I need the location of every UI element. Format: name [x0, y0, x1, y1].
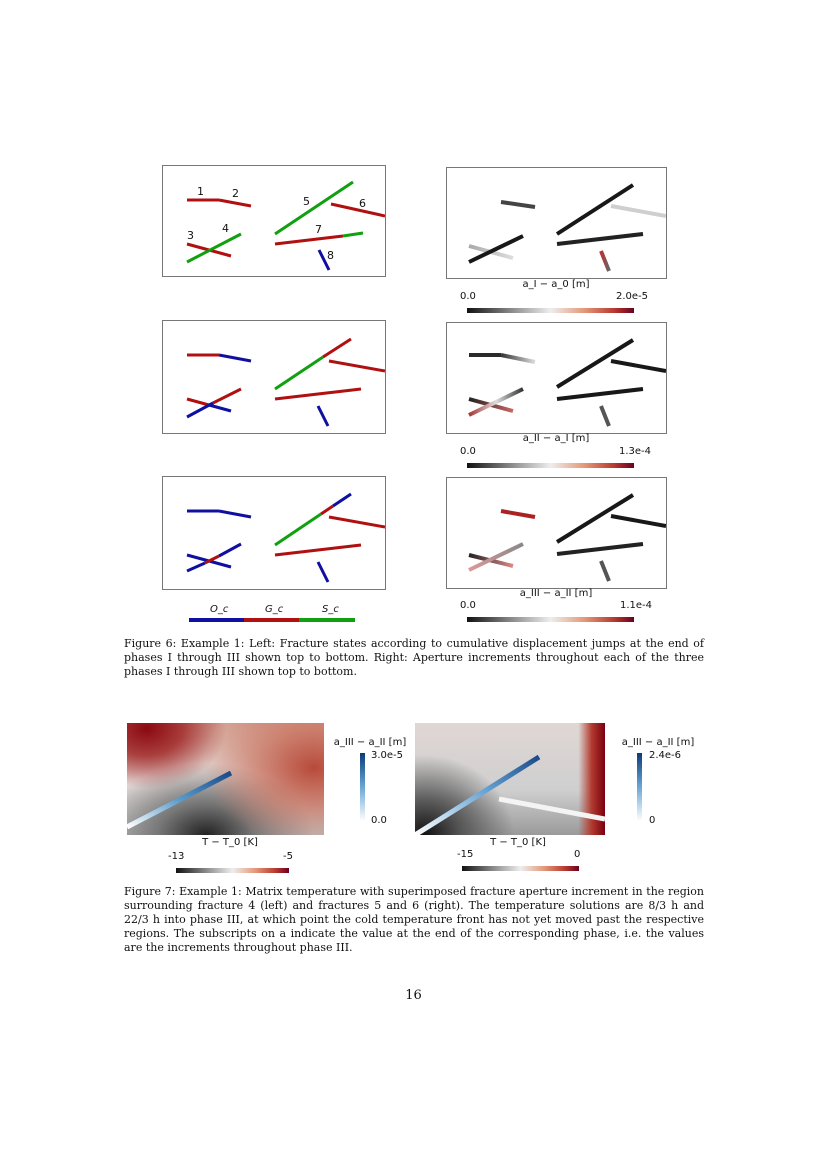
fig7-left-aperture-title: a_III − a_II [m] [333, 737, 407, 748]
fracture-label-2: 2 [232, 187, 239, 200]
fracture-4-aperture [127, 773, 231, 827]
fig7-left-temp-max: -5 [283, 851, 293, 862]
legend-bar-glide [244, 618, 299, 622]
fracture-2 [219, 355, 251, 361]
fracture-7 [275, 389, 361, 399]
fracture-label-1: 1 [197, 185, 204, 198]
fig7-left-aperture-colorbar [360, 753, 365, 821]
colorbar-title-phase1: a_I − a_0 [m] [522, 279, 590, 290]
fracture-4a [187, 403, 213, 417]
fig7-right-temperature-map [415, 723, 605, 835]
figure7-caption: Figure 7: Example 1: Matrix temperature with superimposed fracture aperture increment in the region surrounding fracture 4 (left) and fractures 5 and 6 (right). The temperature solutions are 8/3 h and 22/3 h into phase III, at which point the cold temperature front has not yet moved past the respective regions. The subscripts on a indicate the value at the end of the corresponding phase, i.e. the values are the increments throughout phase III. [124, 885, 704, 954]
colorbar-min-phase2: 0.0 [460, 446, 476, 457]
ap-fracture-6 [611, 206, 666, 216]
fig7-left-temperature-map [127, 723, 324, 835]
ap-fracture-7 [557, 234, 643, 244]
aperture-increments-phase3 [447, 478, 666, 588]
fracture-7b [343, 233, 363, 236]
fracture-states-phase2 [163, 321, 385, 433]
fig6-aperture-panel-phase2 [446, 322, 667, 434]
colorbar-phase1 [467, 308, 634, 313]
fracture-7a [275, 236, 343, 244]
fig6-aperture-panel-phase1 [446, 167, 667, 279]
legend-bar-open [189, 618, 244, 622]
fig7-right-aperture-colorbar [637, 753, 642, 821]
fracture-8 [318, 406, 328, 426]
colorbar-title-phase3: a_III − a_II [m] [519, 588, 593, 599]
colorbar-title-phase2: a_II − a_I [m] [522, 433, 590, 444]
fracture-label-4: 4 [222, 222, 229, 235]
fig6-state-panel-phase3 [162, 476, 386, 590]
fig7-right-temp-max: 0 [574, 849, 581, 860]
colorbar-phase3 [467, 617, 634, 622]
fig7-left-temp-colorbar [176, 868, 289, 873]
ap-fracture-2 [501, 202, 535, 207]
page-number: 16 [405, 988, 422, 1003]
fig7-left-aperture-max: 3.0e-5 [371, 750, 404, 761]
legend-bar-stick [299, 618, 355, 622]
fracture-4 [187, 234, 241, 262]
colorbar-min-phase3: 0.0 [460, 600, 476, 611]
fracture-label-6: 6 [359, 197, 366, 210]
fracture-6 [329, 361, 385, 371]
fig7-right-aperture-min: 0 [649, 815, 656, 826]
legend-label-stick: S_c [322, 604, 339, 615]
fig6-aperture-panel-phase3 [446, 477, 667, 589]
colorbar-max-phase2: 1.3e-4 [619, 446, 652, 457]
fracture-5b [323, 339, 351, 357]
fracture-states-phase3 [163, 477, 385, 589]
fracture-label-3: 3 [187, 229, 194, 242]
colorbar-min-phase1: 0.0 [460, 291, 476, 302]
fig7-right-temp-colorbar [462, 866, 579, 871]
fig7-right-aperture-max: 2.4e-6 [649, 750, 682, 761]
fracture-4b [213, 389, 241, 403]
fracture-3b [209, 405, 231, 411]
colorbar-max-phase1: 2.0e-5 [616, 291, 649, 302]
fracture-states-phase1 [163, 166, 385, 276]
fracture-label-7: 7 [315, 223, 322, 236]
fracture-6-aperture [499, 799, 605, 819]
fracture-5 [275, 182, 353, 234]
fracture-6 [331, 204, 385, 216]
legend-label-glide: G_c [265, 604, 284, 615]
legend-label-open: O_c [210, 604, 229, 615]
colorbar-max-phase3: 1.1e-4 [620, 600, 653, 611]
fig7-left-temp-title: T − T_0 [K] [202, 837, 258, 848]
fig6-state-panel-phase1 [162, 165, 386, 277]
fig7-right-aperture-title: a_III − a_II [m] [621, 737, 695, 748]
fracture-label-8: 8 [327, 249, 334, 262]
ap-fracture-8 [601, 251, 609, 271]
fig7-left-temp-min: -13 [168, 851, 185, 862]
fig7-right-temp-title: T − T_0 [K] [490, 837, 546, 848]
aperture-increments-phase2 [447, 323, 666, 433]
fig7-right-temp-min: -15 [457, 849, 474, 860]
fracture-2 [219, 200, 251, 206]
fig7-left-aperture-min: 0.0 [371, 815, 387, 826]
aperture-increments-phase1 [447, 168, 666, 278]
colorbar-phase2 [467, 463, 634, 468]
fracture-5a [275, 357, 323, 389]
fracture-3a [187, 399, 209, 405]
fracture-5-aperture [415, 757, 539, 835]
fig6-state-panel-phase2 [162, 320, 386, 434]
figure6-caption: Figure 6: Example 1: Left: Fracture states according to cumulative displacement jumps at the end of phases I through III shown top to bottom. Right: Aperture increments throughout each of the three phases I through III shown top to bottom. [124, 637, 704, 678]
fracture-label-5: 5 [303, 195, 310, 208]
